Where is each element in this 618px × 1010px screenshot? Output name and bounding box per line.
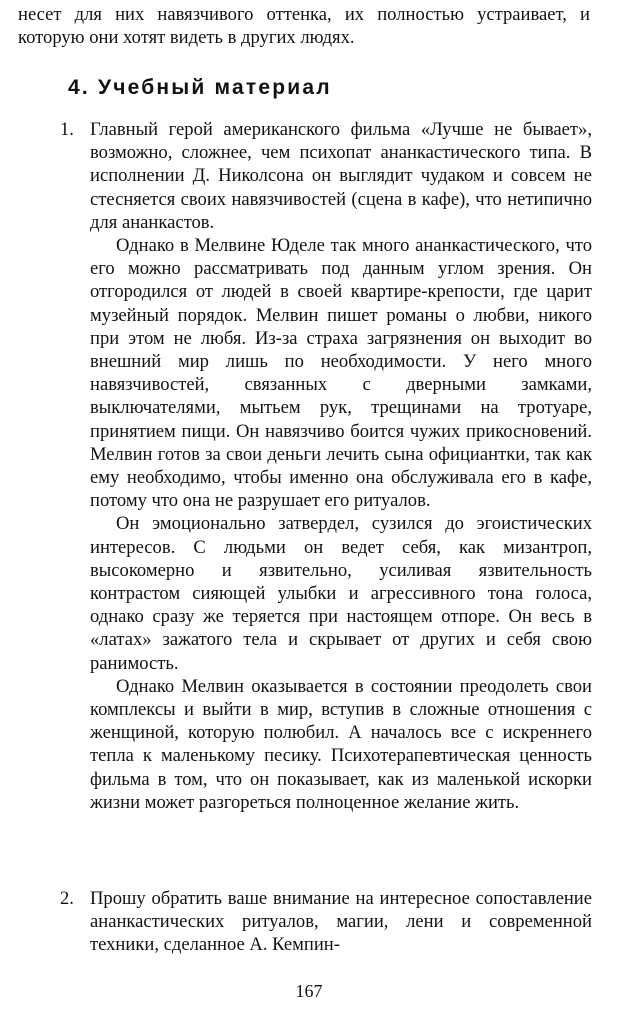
paragraph: Главный герой американского фильма «Лучше не бывает», возможно, сложнее, чем психопат ананкастического типа. В исполнении Д. Николсона он выглядит чудаком и совсем не стесняется своих навязчивостей (сцена в кафе), что нетипично для ананкастов. <box>90 119 592 233</box>
list-item-number: 1. <box>60 119 74 140</box>
page-number: 167 <box>295 981 323 1001</box>
list-item-1 <box>62 118 592 814</box>
intro-paragraph: несет для них навязчивого оттенка, их полностью устраивает, и которую они хотят видеть в других людях. <box>18 4 590 49</box>
paragraph: Прошу обратить ваше внимание на интересное сопоставление ананкастических ритуалов, магии, лени и современной техники, сделанное А. Кемпин- <box>90 888 592 956</box>
section-heading: 4. Учебный материал <box>68 76 332 99</box>
list-item-number: 2. <box>60 888 74 909</box>
paragraph: Он эмоционально затвердел, сузился до эгоистических интересов. С людьми он ведет себя, как мизантроп, высокомерно и язвительно, усиливая язвительность контрастом сияющей улыбки и агрессивного тона голоса, однако сразу же теряется при настоящем отпоре. Он весь в «латах» зажатого тела и скрывает от других и себя свою ранимость. <box>90 513 592 674</box>
paragraph: Однако в Мелвине Юделе так много ананкастического, что его можно рассматривать под данным углом зрения. Он отгородился от людей в своей квартире-крепости, где царит музейный порядок. Мелвин пишет романы о любви, никого при этом не любя. Из-за страха загрязнения он выходит во внешний мир лишь по необходимости. У него много навязчивостей, связанных с дверными замками, выключателями, мытьем рук, трещинами на тротуаре, принятием пищи. Он навязчиво боится чужих прикосновений. Мелвин готов за свои деньги лечить сына официантки, так как ему необходимо, чтобы именно она обслуживала его в кафе, потому что она не разрушает его ритуалов. <box>90 235 592 512</box>
list-item-body <box>90 887 592 957</box>
paragraph: Однако Мелвин оказывается в состоянии преодолеть свои комплексы и выйти в мир, вступив в сложные отношения с женщиной, которую полюбил. А началось все с искреннего тепла к маленькому песику. Психотерапевтическая ценность фильма в том, что он показывает, как из маленькой искорки жизни может разгореться полноценное желание жить. <box>90 675 592 813</box>
list-item-body <box>90 118 592 814</box>
list-item-2 <box>62 887 592 957</box>
